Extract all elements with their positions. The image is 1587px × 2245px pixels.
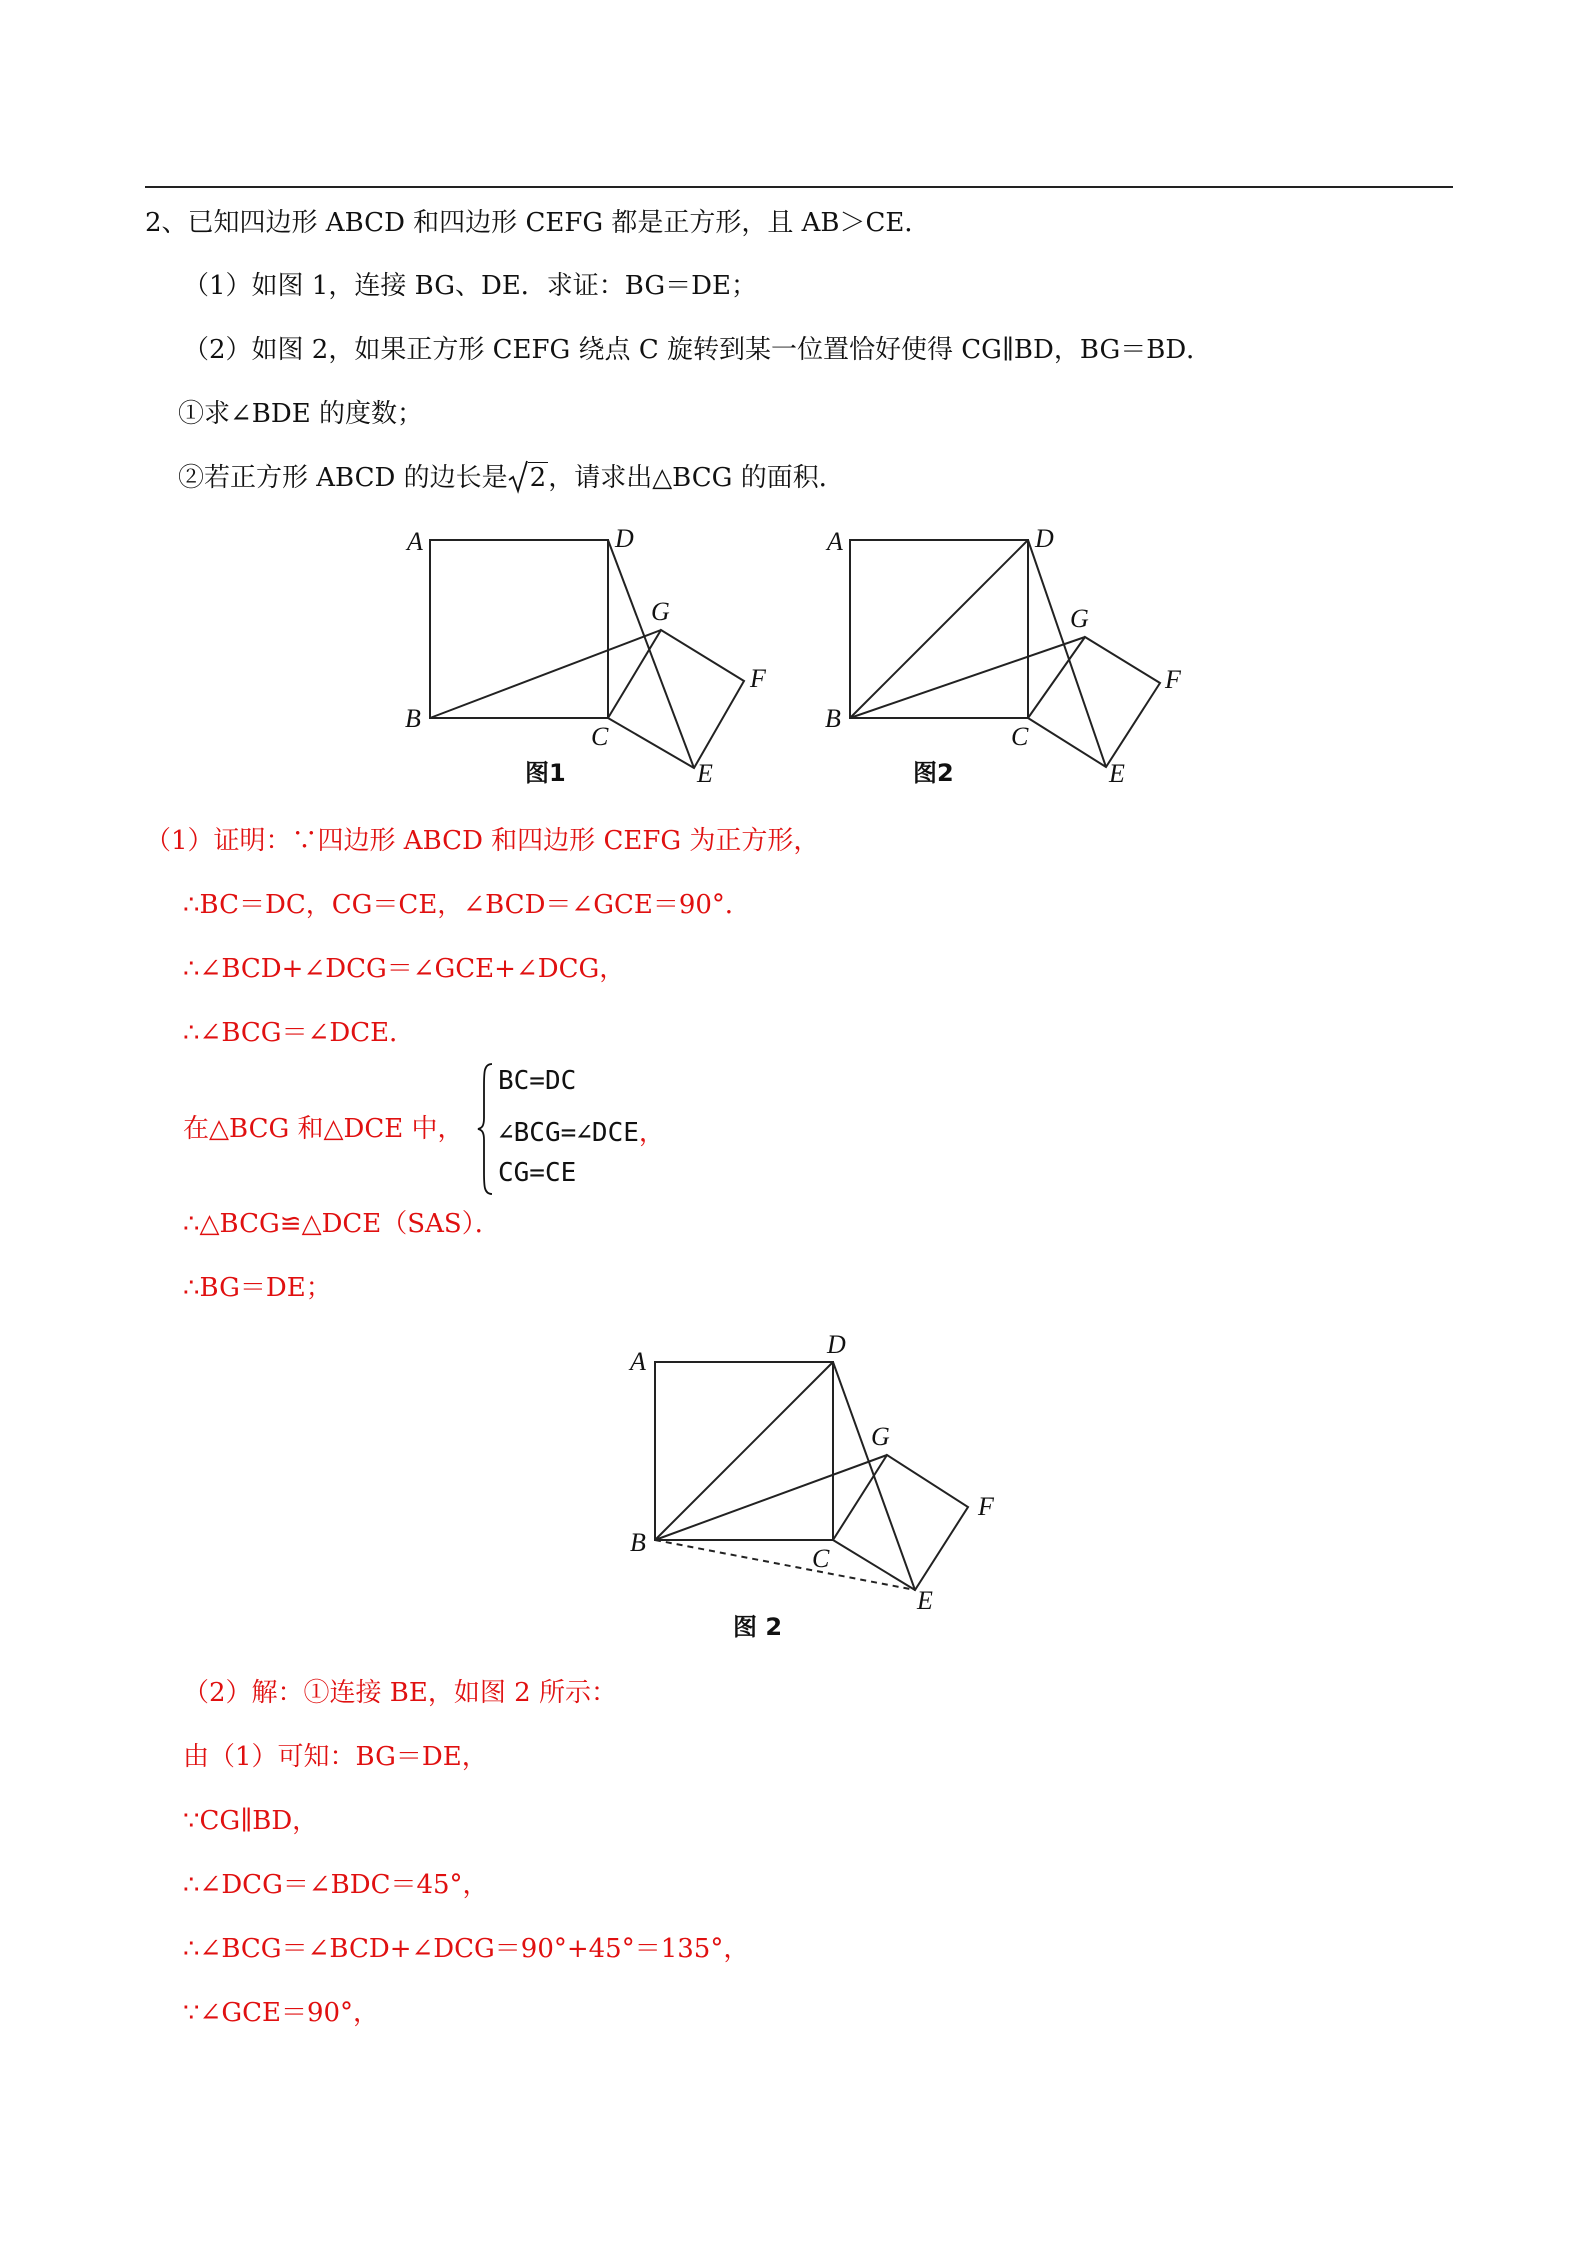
solution-line-9: 由（1）可知：BG＝DE， [183, 1742, 488, 1772]
solution-line-12: ∴∠BCG＝∠BCD+∠DCG＝90°+45°＝135°， [183, 1934, 750, 1964]
figure-1 [395, 515, 775, 795]
fig2-segment-bd [850, 540, 1028, 718]
problem-stem: 2、已知四边形 ABCD 和四边形 CEFG 都是正方形，且 AB＞CE． [145, 208, 931, 238]
solution-line-6: ∴△BCG≌△DCE（SAS）． [183, 1209, 501, 1239]
question-2a: ①求∠BDE 的度数； [178, 399, 423, 429]
solution-line-13: ∵∠GCE＝90°， [183, 1998, 380, 2028]
fig2-label-a: A [827, 527, 843, 556]
left-brace-icon [476, 1062, 496, 1196]
solution-line-11: ∴∠DCG＝∠BDC＝45°， [183, 1870, 489, 1900]
fig2-label-e: E [1109, 759, 1125, 788]
fig1-label-c: C [591, 722, 609, 751]
question-2: （2）如图 2，如果正方形 CEFG 绕点 C 旋转到某一位置恰好使得 CG∥BD，BG＝BD． [183, 335, 1213, 365]
fig3-label-d: D [827, 1330, 846, 1359]
question-2b [178, 462, 845, 494]
fig1-square-abcd [430, 540, 608, 718]
fig1-label-d: D [615, 524, 634, 553]
fig3-label-g: G [871, 1422, 890, 1451]
solution-line-2: ∴BC＝DC，CG＝CE，∠BCD＝∠GCE＝90°． [183, 890, 751, 920]
fig3-segment-bd [655, 1362, 833, 1540]
solution-line-3: ∴∠BCD+∠DCG＝∠GCE+∠DCG， [183, 954, 626, 984]
fig1-segment-bg [430, 630, 661, 718]
system-row-2-text: ∠BCG=∠DCE [498, 1118, 639, 1148]
fig3-segment-bg [655, 1455, 887, 1540]
fig1-square-cefg [608, 630, 744, 768]
solution-line-5: 在△BCG 和△DCE 中， [183, 1114, 464, 1144]
fig2-segment-bg [850, 637, 1085, 718]
figure-3 [615, 1325, 1015, 1645]
solution-line-8: （2）解：①连接 BE，如图 2 所示： [183, 1678, 617, 1708]
fig1-label-e: E [697, 759, 713, 788]
fig1-segment-de [608, 540, 694, 768]
radical-sign-icon [508, 460, 528, 494]
system-row-2 [498, 1112, 665, 1149]
equation-system [476, 1062, 726, 1202]
fig2-label-g: G [1070, 604, 1089, 633]
fig2-label-f: F [1165, 665, 1181, 694]
system-row-2-comma: ， [638, 1118, 665, 1148]
fig1-label-g: G [651, 597, 670, 626]
fig3-label-a: A [630, 1347, 646, 1376]
fig3-label-f: F [978, 1492, 994, 1521]
fig1-caption: 图1 [525, 759, 566, 787]
fig2-square-cefg [1028, 637, 1160, 767]
fig3-label-e: E [917, 1586, 933, 1615]
fig2-label-d: D [1035, 524, 1054, 553]
fig3-square-cefg [833, 1455, 968, 1590]
system-row-1: BC=DC [498, 1066, 577, 1096]
question-2b-prefix: ②若正方形 ABCD 的边长是 [178, 463, 508, 493]
fig3-caption: 图 2 [733, 1613, 783, 1641]
sqrt-2: 2 [508, 462, 549, 494]
solution-line-4: ∴∠BCG＝∠DCE． [183, 1018, 416, 1048]
fig1-label-b: B [405, 704, 421, 733]
fig3-label-c: C [812, 1544, 830, 1573]
fig1-label-f: F [750, 664, 766, 693]
fig3-segment-be-dashed [655, 1540, 915, 1590]
question-1: （1）如图 1，连接 BG、DE．求证：BG＝DE； [183, 271, 757, 301]
figure-2 [815, 515, 1195, 795]
solution-line-1: （1）证明：∵四边形 ABCD 和四边形 CEFG 为正方形， [145, 826, 820, 856]
question-2b-suffix: ，请求出△BCG 的面积． [548, 463, 845, 493]
fig2-label-c: C [1011, 722, 1029, 751]
fig2-label-b: B [825, 704, 841, 733]
system-row-3: CG=CE [498, 1158, 577, 1188]
fig2-caption: 图2 [913, 759, 954, 787]
solution-line-10: ∵CG∥BD， [183, 1806, 319, 1836]
header-rule [145, 186, 1453, 188]
fig1-label-a: A [407, 527, 423, 556]
solution-line-7: ∴BG＝DE； [183, 1273, 332, 1303]
fig3-label-b: B [630, 1528, 646, 1557]
